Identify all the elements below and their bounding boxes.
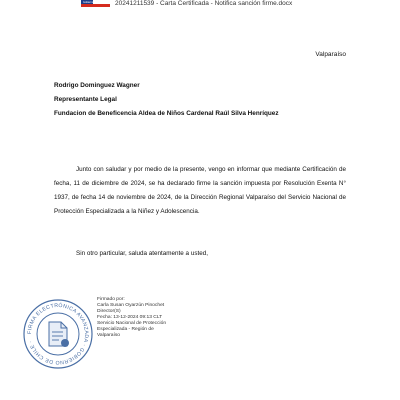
government-logo — [81, 0, 110, 8]
seal-ring-text: FIRMA ELECTRÓNICA AVANZADA · GOBIERNO DE CHILE · — [26, 302, 90, 366]
addressee-name: Rodrigo Dominguez Wagner — [54, 82, 140, 89]
logo-caption: Gobierno de Chile — [83, 1, 104, 4]
signature-line: Director(S) — [97, 309, 121, 314]
addressee-role: Representante Legal — [54, 96, 117, 103]
body-paragraph — [54, 163, 346, 219]
addressee-organization: Fundacion de Beneficencia Aldea de Niños Cardenal Raúl Silva Henríquez — [54, 110, 279, 117]
electronic-signature-seal — [22, 298, 94, 370]
city-line: Valparaíso — [315, 51, 346, 58]
logo-red-bar — [81, 4, 110, 7]
signature-line: Fecha: 13-12-2024 09:13 CLT — [97, 315, 163, 320]
signature-line: Valparaíso — [97, 333, 121, 338]
signature-details — [97, 297, 166, 339]
document-icon — [49, 322, 69, 347]
body-text: Junto con saludar y por medio de la presente, vengo en informar que mediante Certificación de fecha, 11 de diciembre de 2024, se ha declarado firme la sanción impuesta por Resolución Exenta N° 1937, de fecha 14 de noviembre de 2024, de la Dirección Regional Valparaíso del Servicio Nacional de Protección Especializada a la Niñez y Adolescencia. — [54, 166, 346, 215]
signature-line: Servicio Nacional de Protección — [97, 321, 167, 326]
signature-line: Carla Susan Oyarzún Pinochet — [97, 303, 165, 308]
signature-line: Firmado por: — [97, 297, 125, 302]
closing-line: Sin otro particular, saluda atentamente a usted, — [76, 250, 208, 257]
addressee-block — [54, 79, 279, 121]
document-file-name: 20241211539 - Carta Certificada - Notifica sanción firme.docx — [115, 0, 293, 7]
signature-line: Especializada - Región de — [97, 327, 154, 332]
